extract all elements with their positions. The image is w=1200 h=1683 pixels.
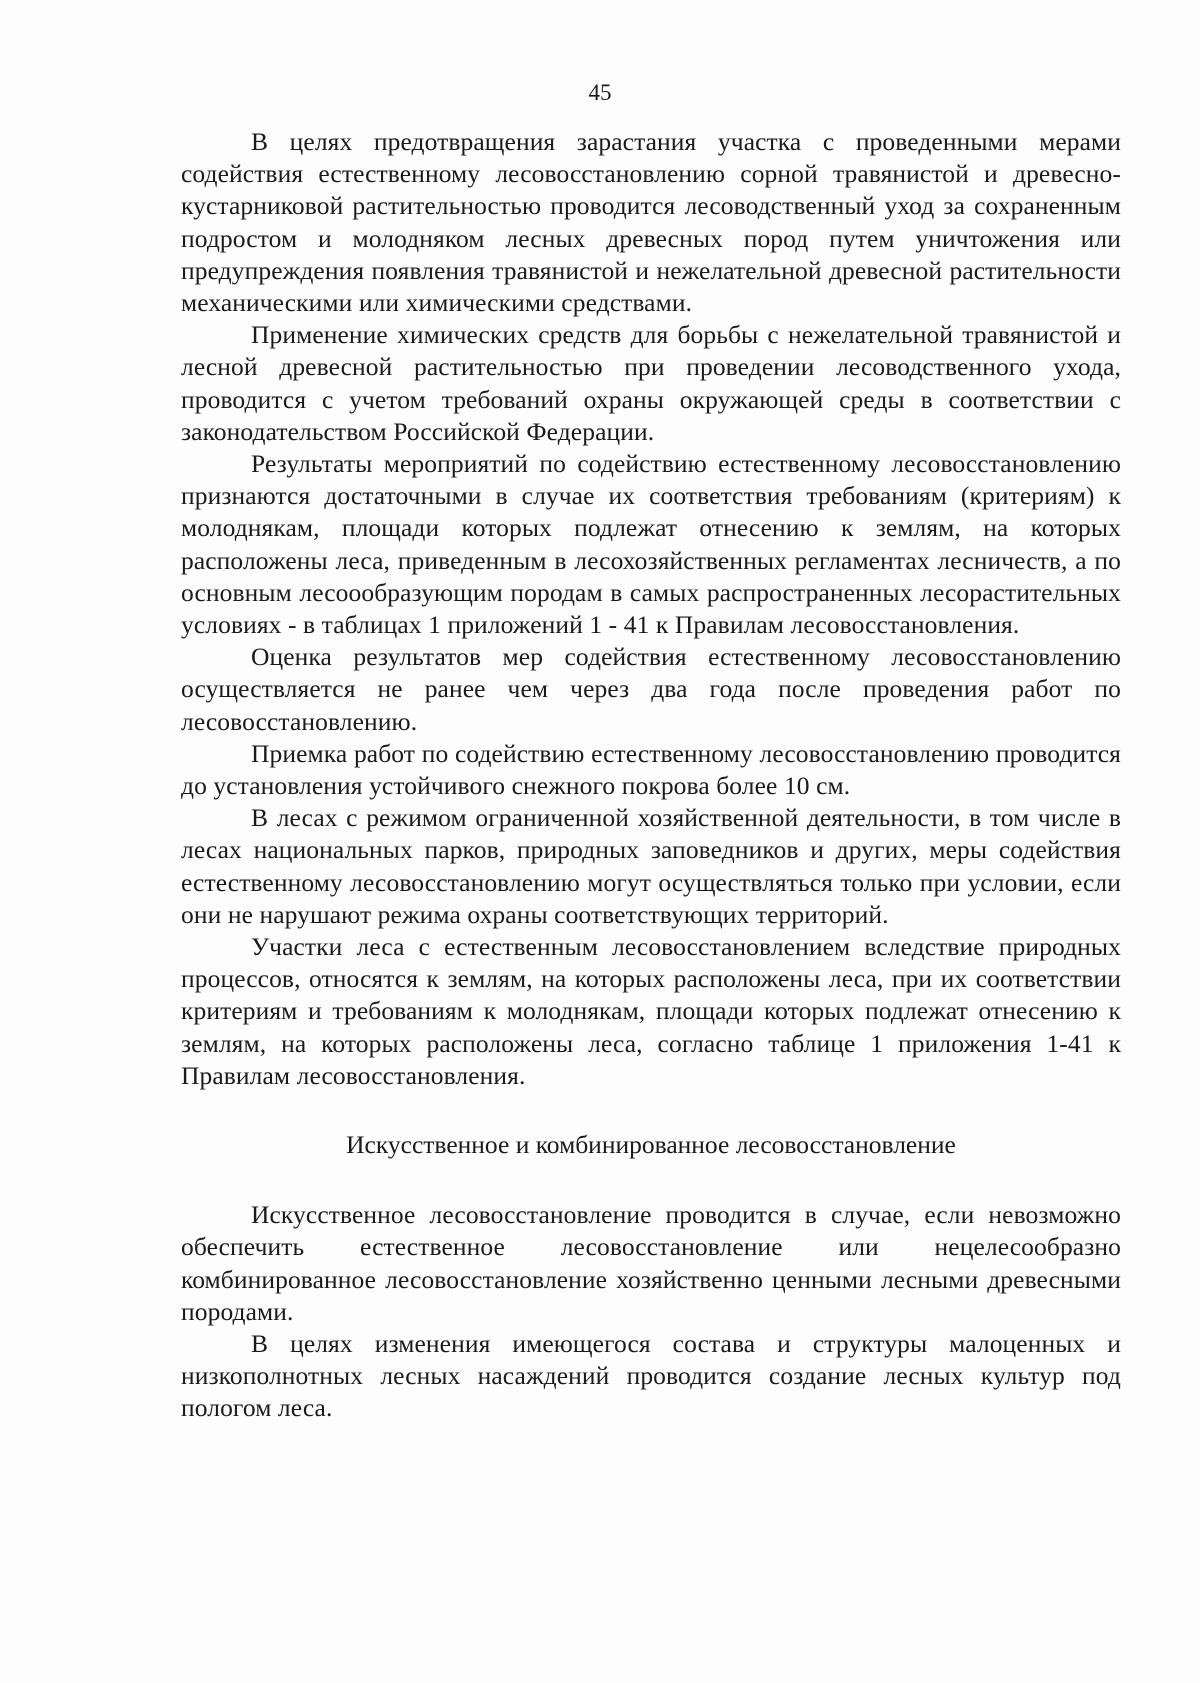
section-heading: Искусственное и комбинированное лесовосстановление <box>346 1130 956 1160</box>
paragraph-restricted-forests: В лесах с режимом ограниченной хозяйственной деятельности, в том числе в лесах национальных парков, природных заповедников и других, меры содействия естественному лесовосстановлению могут осуществляться только при условии, если они не нарушают режима охраны соответствующих территорий. <box>181 803 1121 929</box>
page-number: 45 <box>588 80 612 105</box>
paragraph-results-sufficiency: Результаты мероприятий по содействию естественному лесовосстановлению признаются достаточными в случае их соответствия требованиям (критериям) к молоднякам, площади которых подлежат отнесению к землям, на которых расположены леса, приведенным в лесохозяйственных регламентах лесничеств, а по основным лесоообразующим породам в самых распространенных лесорастительных условиях - в таблицах 1 приложений 1 - 41 к Правилам лесовосстановления. <box>181 449 1121 640</box>
paragraph-understory-cultures: В целях изменения имеющегося состава и структуры малоценных и низкополнотных лесных насаждений проводится создание лесных культур под пологом леса. <box>181 1328 1121 1423</box>
paragraph-works-acceptance: Приемка работ по содействию естественному лесовосстановлению проводится до установления устойчивого снежного покрова более 10 см. <box>181 738 1121 801</box>
paragraph-natural-regeneration-plots: Участки леса с естественным лесовосстановлением вследствие природных процессов, относятся к землям, на которых расположены леса, при их соответствии критериям и требованиям к молоднякам, площади которых подлежат отнесению к землям, на которых расположены леса, согласно таблице 1 приложения 1-41 к Правилам лесовосстановления. <box>181 932 1121 1090</box>
paragraph-chemical-means: Применение химических средств для борьбы с нежелательной травянистой и лесной древесной растительностью при проведении лесоводственного ухода, проводится с учетом требований охраны окружающей среды в соответствии с законодательством Российской Федерации. <box>181 320 1121 446</box>
document-body <box>181 126 1121 1425</box>
paragraph-weed-control: В целях предотвращения зарастания участка с проведенными мерами содействия естественному лесовосстановлению сорной травянистой и древесно-кустарниковой растительностью проводится лесоводственный уход за сохраненным подростом и молодняком лесных древесных пород путем уничтожения или предупреждения появления травянистой и нежелательной древесной растительности механическими или химическими средствами. <box>181 127 1121 318</box>
paragraph-artificial-regeneration: Искусственное лесовосстановление проводится в случае, если невозможно обеспечить естественное лесовосстановление или нецелесообразно комбинированное лесовосстановление хозяйственно ценными лесными древесными породами. <box>181 1200 1121 1326</box>
paragraph-results-evaluation: Оценка результатов мер содействия естественному лесовосстановлению осуществляется не ранее чем через два года после проведения работ по лесовосстановлению. <box>181 642 1121 736</box>
